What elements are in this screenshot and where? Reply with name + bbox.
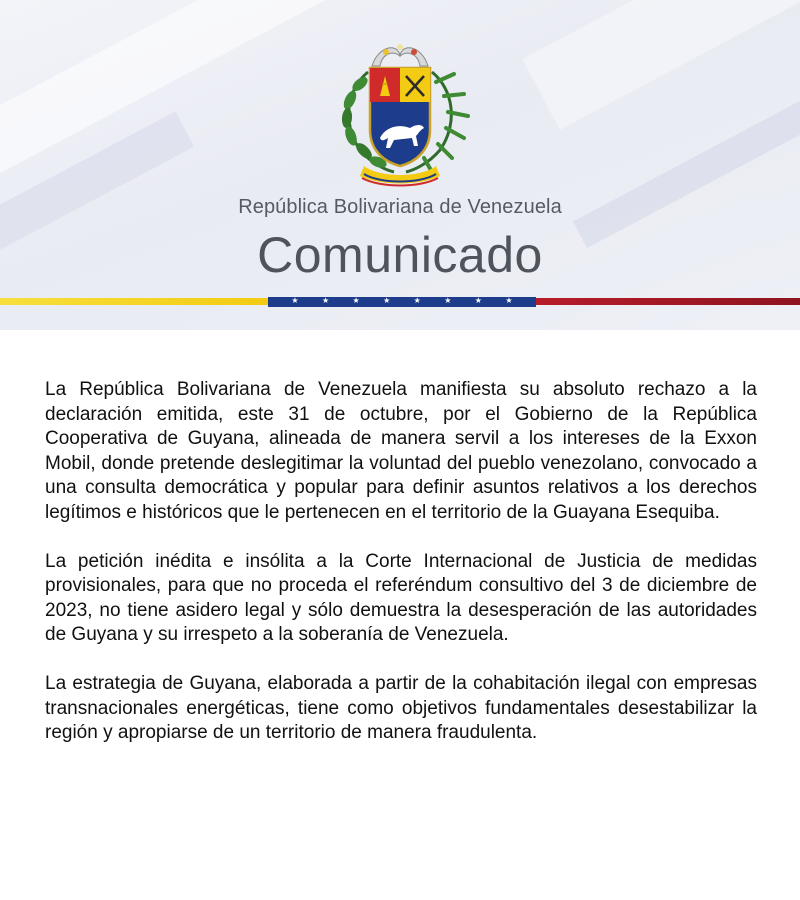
star-icon: ★	[383, 296, 391, 305]
page-title: Comunicado	[257, 227, 543, 283]
background-streak	[0, 0, 330, 195]
background-streak	[522, 0, 800, 130]
paragraph: La República Bolivariana de Venezuela manifiesta su absoluto rechazo a la declaración emitida, este 31 de octubre, por el Gobierno de la República Cooperativa de Guyana, alineada de manera servil a los intereses de la Exxon Mobil, donde pretende deslegitimar la voluntad del pueblo venezolano, convocado a una consulta democrática y popular para definir asuntos relativos a los derechos legítimos e históricos que le pertenecen en el territorio de la Guayana Esequiba.	[45, 379, 757, 523]
coat-of-arms-icon	[320, 38, 480, 188]
flag-color-bar	[0, 297, 800, 307]
flag-red-stripe	[536, 298, 800, 305]
star-icon: ★	[413, 296, 421, 305]
republic-name: República Bolivariana de Venezuela	[238, 196, 562, 218]
paragraph: La petición inédita e insólita a la Corte Internacional de Justicia de medidas provisionales, para que no proceda el referéndum consultivo del 3 de diciembre de 2023, no tiene asidero legal y sólo demuestra la desesperación de las autoridades de Guyana y su irrespeto a la soberanía de Venezuela.	[45, 550, 757, 646]
communique-body	[45, 378, 757, 770]
star-icon: ★	[505, 296, 513, 305]
star-icon: ★	[474, 296, 482, 305]
star-icon: ★	[444, 296, 452, 305]
header-banner	[0, 0, 800, 330]
star-icon: ★	[352, 296, 360, 305]
flag-stars	[268, 296, 536, 306]
flag-yellow-stripe	[0, 298, 268, 305]
paragraph: La estrategia de Guyana, elaborada a partir de la cohabitación ilegal con empresas transnacionales energéticas, tiene como objetivos fundamentales desestabilizar la región y apropiarse de un territorio de manera fraudulenta.	[45, 672, 757, 744]
star-icon: ★	[321, 296, 330, 305]
star-icon: ★	[291, 296, 299, 305]
